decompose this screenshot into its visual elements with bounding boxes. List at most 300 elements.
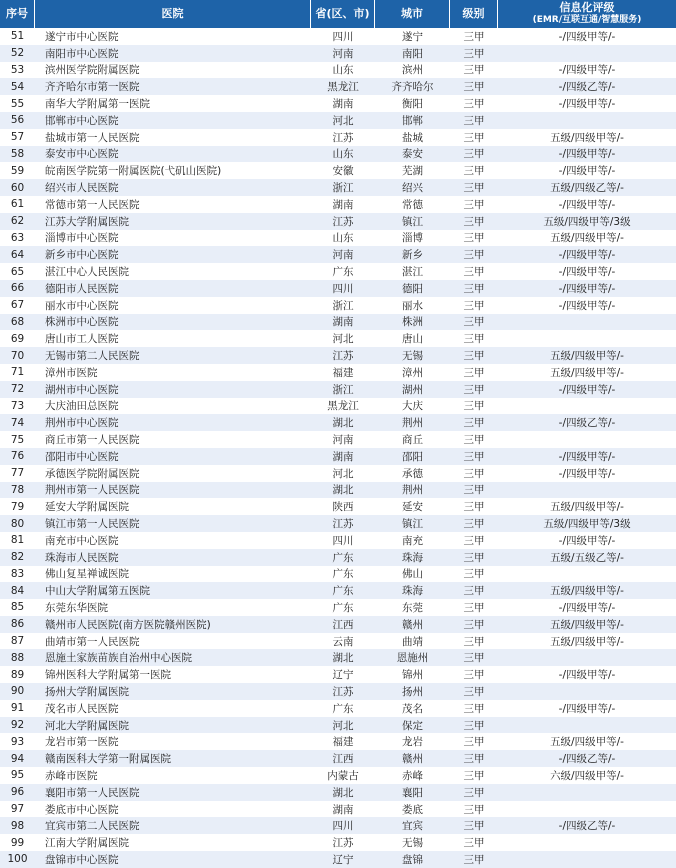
header-city: 城市: [375, 0, 450, 28]
row-province: 河南: [332, 434, 354, 447]
row-province: 江苏: [332, 518, 354, 530]
row-city: 襄阳: [402, 786, 423, 799]
row-rating: [498, 566, 676, 583]
row-no: 90: [10, 685, 25, 698]
row-city: 承德: [402, 467, 423, 480]
row-province: 广东: [332, 551, 354, 564]
row-city: 无锡: [402, 350, 423, 363]
table-body: [0, 28, 676, 868]
row-hospital: 遂宁市中心医院: [45, 30, 119, 43]
row-province: 辽宁: [332, 853, 354, 866]
table-row: [0, 146, 676, 163]
row-no: 65: [10, 265, 25, 278]
row-province: 江西: [332, 618, 354, 631]
row-hospital: 唐山市工人医院: [45, 333, 119, 346]
row-province: 湖南: [332, 450, 354, 463]
row-rating: [498, 330, 676, 347]
row-rating: 五级/四级甲等/3级: [543, 518, 631, 530]
row-level: 三甲: [463, 467, 485, 480]
row-city: 常德: [402, 198, 423, 211]
table-row: [0, 263, 676, 280]
header-level: 级别: [450, 0, 498, 28]
table-row: [0, 767, 676, 784]
row-rating: -/四级甲等/-: [558, 64, 616, 77]
row-level: 三甲: [463, 837, 485, 850]
row-city: 延安: [402, 501, 423, 514]
row-no: 66: [10, 282, 25, 295]
table-row: [0, 112, 676, 129]
row-hospital: 荆州市第一人民医院: [45, 484, 140, 497]
row-province: 黑龙江: [327, 81, 359, 94]
row-province: 安徽: [332, 165, 354, 178]
row-hospital: 齐齐哈尔市第一医院: [45, 81, 140, 94]
row-province: 福建: [332, 366, 354, 379]
row-level: 三甲: [463, 114, 485, 127]
row-city: 盐城: [402, 131, 423, 144]
row-rating: 五级/四级甲等/-: [550, 635, 624, 648]
table-row: [0, 297, 676, 314]
row-province: 浙江: [332, 182, 354, 195]
table-row: [0, 801, 676, 818]
row-city: 湛江: [402, 266, 423, 279]
row-province: 江苏: [332, 685, 354, 698]
row-province: 云南: [332, 635, 354, 648]
row-level: 三甲: [463, 333, 485, 346]
table-row: [0, 230, 676, 247]
row-hospital: 茂名市人民医院: [45, 702, 119, 715]
row-province: 内蒙古: [327, 769, 359, 782]
row-province: 河南: [332, 249, 354, 262]
row-province: 江苏: [332, 837, 354, 850]
row-province: 四川: [332, 282, 354, 295]
row-level: 三甲: [463, 820, 485, 833]
row-city: 镇江: [402, 518, 423, 530]
row-city: 大庆: [402, 400, 423, 413]
table-row: [0, 549, 676, 566]
table-row: [0, 700, 676, 717]
row-hospital: 东莞东华医院: [45, 601, 108, 614]
table-row: [0, 179, 676, 196]
row-level: 三甲: [463, 131, 485, 144]
row-rating: -/四级甲等/-: [558, 601, 616, 614]
row-province: 山东: [332, 232, 354, 245]
row-level: 三甲: [463, 400, 485, 413]
row-city: 茂名: [402, 702, 423, 715]
row-province: 广东: [332, 568, 354, 581]
row-no: 51: [10, 30, 25, 43]
row-no: 54: [10, 80, 25, 93]
row-level: 三甲: [463, 98, 485, 111]
row-hospital: 佛山复星禅诚医院: [45, 568, 129, 581]
row-city: 漳州: [402, 366, 423, 379]
row-no: 73: [10, 399, 25, 412]
row-province: 河北: [332, 467, 354, 480]
row-rating: -/四级乙等/-: [558, 417, 616, 430]
row-city: 绍兴: [402, 182, 423, 195]
row-rating: 五级/四级乙等/-: [550, 182, 624, 195]
row-hospital: 绍兴市人民医院: [45, 182, 119, 195]
row-city: 镇江: [402, 215, 423, 228]
row-city: 珠海: [402, 551, 423, 564]
header-hospital: 医院: [35, 0, 311, 28]
table-header: [0, 0, 676, 28]
table-row: [0, 817, 676, 834]
row-province: 江苏: [332, 215, 354, 228]
row-province: 四川: [332, 30, 354, 43]
row-rating: -/四级甲等/-: [558, 148, 616, 161]
row-no: 69: [10, 332, 25, 345]
table-row: [0, 95, 676, 112]
row-no: 55: [10, 97, 25, 110]
row-level: 三甲: [463, 64, 485, 77]
row-hospital: 宜宾市第二人民医院: [45, 820, 140, 833]
row-province: 河北: [332, 114, 354, 127]
row-city: 衡阳: [402, 98, 423, 111]
row-city: 泰安: [402, 148, 423, 161]
row-city: 东莞: [402, 601, 423, 614]
row-hospital: 延安大学附属医院: [45, 501, 129, 514]
table-row: [0, 582, 676, 599]
row-no: 95: [10, 769, 25, 782]
table-row: [0, 733, 676, 750]
row-hospital: 商丘市第一人民医院: [45, 434, 140, 447]
row-rating: [498, 482, 676, 499]
row-no: 56: [10, 114, 25, 127]
table-row: [0, 347, 676, 364]
table-row: [0, 213, 676, 230]
row-rating: -/四级乙等/-: [558, 753, 616, 766]
row-no: 74: [10, 416, 25, 429]
row-no: 70: [10, 349, 25, 362]
row-city: 芜湖: [402, 165, 423, 178]
row-hospital: 承德医学院附属医院: [45, 467, 140, 480]
row-city: 无锡: [402, 837, 423, 850]
table-row: [0, 784, 676, 801]
row-no: 81: [10, 534, 25, 547]
row-hospital: 淄博市中心医院: [45, 232, 119, 245]
row-city: 珠海: [402, 585, 423, 598]
row-rating: -/四级甲等/-: [558, 198, 616, 211]
row-city: 荆州: [402, 417, 423, 430]
table-row: [0, 45, 676, 62]
row-no: 86: [10, 618, 25, 631]
row-level: 三甲: [463, 198, 485, 211]
row-level: 三甲: [463, 299, 485, 312]
row-rating: [498, 801, 676, 818]
row-province: 四川: [332, 534, 354, 547]
row-level: 三甲: [463, 803, 485, 816]
row-province: 广东: [332, 266, 354, 279]
row-hospital: 盘锦市中心医院: [45, 853, 119, 866]
row-level: 三甲: [463, 350, 485, 363]
table-row: [0, 616, 676, 633]
row-rating: [498, 784, 676, 801]
row-level: 三甲: [463, 232, 485, 245]
row-no: 85: [10, 601, 25, 614]
row-city: 扬州: [402, 685, 423, 698]
row-city: 唐山: [402, 333, 423, 346]
row-province: 四川: [332, 820, 354, 833]
row-rating: -/四级甲等/-: [558, 98, 616, 111]
row-hospital: 南充市中心医院: [45, 534, 119, 547]
row-level: 三甲: [463, 568, 485, 581]
row-no: 100: [7, 853, 28, 866]
row-city: 新乡: [402, 249, 423, 262]
table-row: [0, 566, 676, 583]
row-hospital: 邵阳市中心医院: [45, 450, 119, 463]
table-row: [0, 414, 676, 431]
row-no: 58: [10, 147, 25, 160]
table-row: [0, 129, 676, 146]
row-level: 三甲: [463, 266, 485, 279]
row-hospital: 德阳市人民医院: [45, 282, 119, 295]
row-hospital: 娄底市中心医院: [45, 803, 119, 816]
row-level: 三甲: [463, 316, 485, 329]
row-hospital: 赤峰市医院: [45, 769, 98, 782]
table-row: [0, 498, 676, 515]
row-hospital: 河北大学附属医院: [45, 719, 129, 732]
row-rating: -/四级甲等/-: [558, 534, 616, 547]
row-city: 娄底: [402, 803, 423, 816]
row-hospital: 无锡市第二人民医院: [45, 350, 140, 363]
header-info-subtitle: (EMR/互联互通/智慧服务): [532, 15, 642, 25]
row-level: 三甲: [463, 165, 485, 178]
row-city: 荆州: [402, 484, 423, 497]
row-rating: 五级/四级甲等/-: [550, 131, 624, 144]
row-province: 广东: [332, 702, 354, 715]
row-hospital: 滨州医学院附属医院: [45, 64, 140, 77]
row-city: 赤峰: [402, 769, 423, 782]
row-city: 佛山: [402, 568, 423, 581]
row-rating: [498, 398, 676, 415]
row-hospital: 湛江中心人民医院: [45, 266, 129, 279]
row-no: 83: [10, 567, 25, 580]
row-rating: [498, 45, 676, 62]
row-city: 宜宾: [402, 820, 423, 833]
row-city: 商丘: [402, 434, 423, 447]
row-rating: -/四级甲等/-: [558, 669, 616, 682]
table-row: [0, 431, 676, 448]
row-city: 遂宁: [402, 30, 423, 43]
table-row: [0, 666, 676, 683]
row-province: 陕西: [332, 501, 354, 514]
row-no: 64: [10, 248, 25, 261]
row-hospital: 锦州医科大学附属第一医院: [45, 669, 171, 682]
row-city: 龙岩: [402, 736, 423, 749]
row-province: 山东: [332, 64, 354, 77]
row-level: 三甲: [463, 601, 485, 614]
row-rating: -/四级乙等/-: [558, 81, 616, 94]
row-no: 62: [10, 215, 25, 228]
row-rating: -/四级甲等/-: [558, 249, 616, 262]
row-rating: -/四级甲等/-: [558, 702, 616, 715]
row-province: 湖北: [332, 786, 354, 799]
table-row: [0, 482, 676, 499]
row-hospital: 常德市第一人民医院: [45, 198, 140, 211]
row-level: 三甲: [463, 282, 485, 295]
table-row: [0, 515, 676, 532]
row-hospital: 皖南医学院第一附属医院(弋矶山医院): [45, 165, 222, 178]
row-hospital: 赣南医科大学第一附属医院: [45, 753, 171, 766]
row-hospital: 南华大学附属第一医院: [45, 98, 150, 111]
row-province: 湖北: [332, 484, 354, 497]
row-city: 南阳: [402, 47, 423, 60]
row-rating: [498, 683, 676, 700]
row-hospital: 大庆油田总医院: [45, 400, 119, 413]
table-row: [0, 465, 676, 482]
row-no: 82: [10, 551, 25, 564]
row-city: 恩施州: [396, 652, 429, 665]
row-level: 三甲: [463, 685, 485, 698]
row-rating: 五级/四级甲等/-: [550, 232, 624, 245]
table-row: [0, 834, 676, 851]
row-city: 淄博: [402, 232, 423, 245]
row-rating: 五级/五级乙等/-: [550, 551, 624, 564]
row-level: 三甲: [463, 47, 485, 60]
row-level: 三甲: [463, 853, 485, 866]
row-no: 59: [10, 164, 25, 177]
row-hospital: 珠海市人民医院: [45, 551, 119, 564]
row-province: 江苏: [332, 131, 354, 144]
row-no: 75: [10, 433, 25, 446]
table-row: [0, 633, 676, 650]
row-level: 三甲: [463, 534, 485, 547]
header-no: 序号: [0, 0, 35, 28]
row-rating: [498, 314, 676, 331]
row-hospital: 曲靖市第一人民医院: [45, 635, 140, 648]
row-no: 97: [10, 803, 25, 816]
row-no: 71: [10, 366, 25, 379]
table-row: [0, 599, 676, 616]
table-row: [0, 162, 676, 179]
row-hospital: 龙岩市第一医院: [45, 736, 119, 749]
row-hospital: 邯郸市中心医院: [45, 114, 119, 127]
row-rating: 六级/四级甲等/-: [550, 769, 624, 782]
row-level: 三甲: [463, 652, 485, 665]
row-no: 98: [10, 819, 25, 832]
row-province: 湖南: [332, 316, 354, 329]
row-rating: -/四级甲等/-: [558, 467, 616, 480]
row-province: 福建: [332, 736, 354, 749]
row-hospital: 恩施土家族苗族自治州中心医院: [45, 652, 192, 665]
row-level: 三甲: [463, 383, 485, 396]
row-province: 江西: [332, 753, 354, 766]
row-rating: -/四级甲等/-: [558, 450, 616, 463]
row-level: 三甲: [463, 769, 485, 782]
row-city: 株洲: [402, 316, 423, 329]
row-no: 79: [10, 500, 25, 513]
row-rating: 五级/四级甲等/-: [550, 366, 624, 379]
row-city: 德阳: [402, 282, 423, 295]
row-rating: 五级/四级甲等/-: [550, 618, 624, 631]
row-city: 赣州: [402, 618, 423, 631]
row-no: 77: [10, 467, 25, 480]
row-level: 三甲: [463, 719, 485, 732]
row-level: 三甲: [463, 434, 485, 447]
table-row: [0, 280, 676, 297]
row-no: 76: [10, 450, 25, 463]
table-row: [0, 78, 676, 95]
row-level: 三甲: [463, 585, 485, 598]
row-level: 三甲: [463, 518, 485, 530]
row-rating: 五级/四级甲等/-: [550, 350, 624, 363]
row-level: 三甲: [463, 551, 485, 564]
row-hospital: 丽水市中心医院: [45, 299, 119, 312]
row-level: 三甲: [463, 484, 485, 497]
row-level: 三甲: [463, 702, 485, 715]
row-province: 河北: [332, 719, 354, 732]
row-city: 保定: [402, 719, 423, 732]
table-row: [0, 683, 676, 700]
row-no: 88: [10, 651, 25, 664]
row-province: 湖南: [332, 198, 354, 211]
row-hospital: 南阳市中心医院: [45, 47, 119, 60]
row-province: 浙江: [332, 383, 354, 396]
row-rating: 五级/四级甲等/-: [550, 585, 624, 598]
table-row: [0, 649, 676, 666]
row-no: 68: [10, 315, 25, 328]
row-rating: [498, 112, 676, 129]
row-rating: -/四级甲等/-: [558, 266, 616, 279]
table-row: [0, 532, 676, 549]
row-level: 三甲: [463, 249, 485, 262]
row-no: 96: [10, 786, 25, 799]
row-hospital: 漳州市医院: [45, 366, 98, 379]
table-row: [0, 330, 676, 347]
table-row: [0, 448, 676, 465]
row-province: 河南: [332, 47, 354, 60]
row-no: 80: [10, 517, 25, 530]
row-level: 三甲: [463, 215, 485, 228]
row-no: 61: [10, 198, 25, 211]
row-level: 三甲: [463, 786, 485, 799]
row-no: 67: [10, 299, 25, 312]
row-no: 72: [10, 383, 25, 396]
row-province: 湖南: [332, 803, 354, 816]
table-row: [0, 314, 676, 331]
row-level: 三甲: [463, 501, 485, 514]
row-level: 三甲: [463, 736, 485, 749]
row-rating: 五级/四级甲等/-: [550, 501, 624, 514]
row-province: 黑龙江: [327, 400, 359, 413]
row-no: 63: [10, 231, 25, 244]
row-rating: [498, 851, 676, 868]
table-row: [0, 851, 676, 868]
row-city: 曲靖: [402, 635, 423, 648]
row-city: 锦州: [402, 669, 423, 682]
row-no: 94: [10, 752, 25, 765]
row-city: 邵阳: [402, 450, 423, 463]
row-city: 南充: [402, 534, 423, 547]
row-rating: 五级/四级甲等/-: [550, 736, 624, 749]
row-rating: [498, 834, 676, 851]
table-row: [0, 28, 676, 45]
row-province: 山东: [332, 148, 354, 161]
table-row: [0, 196, 676, 213]
table-row: [0, 381, 676, 398]
row-rating: -/四级甲等/-: [558, 299, 616, 312]
row-province: 河北: [332, 333, 354, 346]
row-level: 三甲: [463, 30, 485, 43]
row-rating: -/四级甲等/-: [558, 383, 616, 396]
row-no: 60: [10, 181, 25, 194]
header-info-rating: [498, 0, 676, 28]
table-row: [0, 62, 676, 79]
row-no: 84: [10, 584, 25, 597]
row-city: 湖州: [402, 383, 423, 396]
row-hospital: 中山大学附属第五医院: [45, 585, 150, 598]
row-hospital: 湖州市中心医院: [45, 383, 119, 396]
